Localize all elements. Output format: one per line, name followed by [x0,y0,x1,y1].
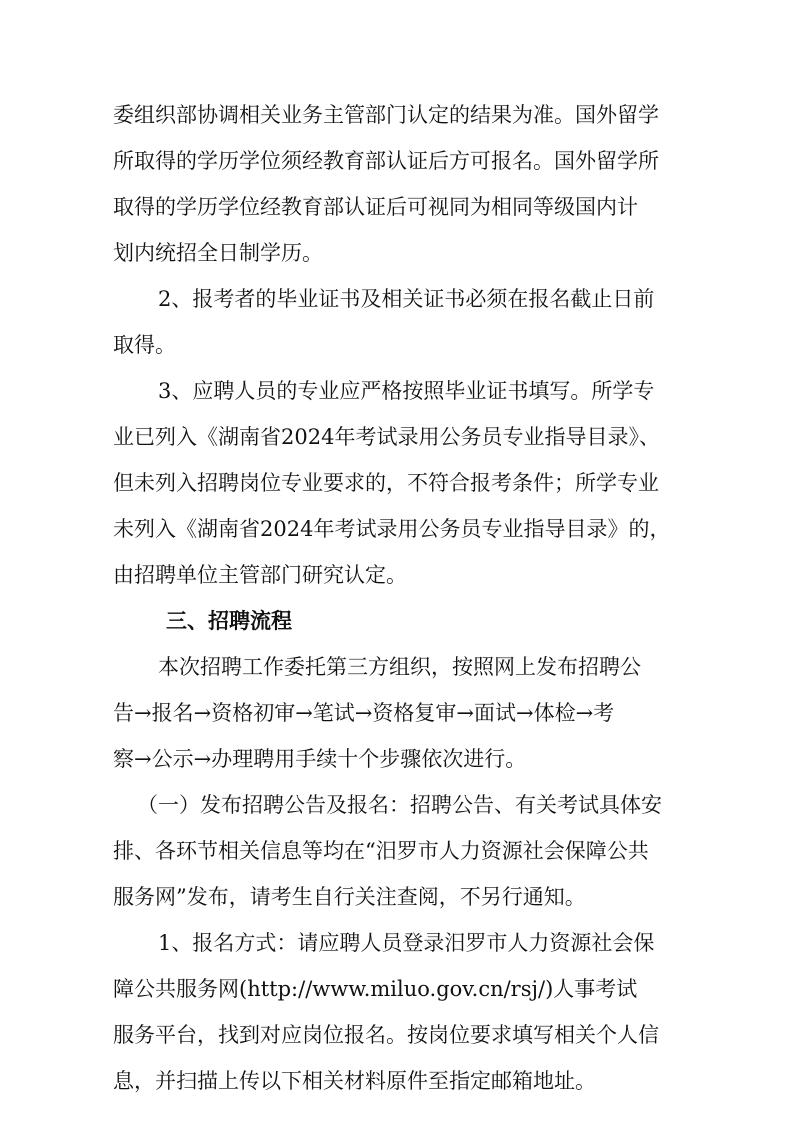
section-heading: 三、招聘流程 [166,609,292,633]
body-line: 业已列入《湖南省2024年考试录用公务员专业指导目录》、 [113,425,660,449]
body-line: 察→公示→办理聘用手续十个步骤依次进行。 [113,747,527,771]
body-line: 3、应聘人员的专业应严格按照毕业证书填写。所学专 [158,379,655,403]
body-line: 2、报考者的毕业证书及相关证书必须在报名截止日前 [158,287,655,311]
body-line: 委组织部协调相关业务主管部门认定的结果为准。国外留学 [113,103,659,127]
body-line: 取得。 [113,333,176,357]
body-line: 服务平台，找到对应岗位报名。按岗位要求填写相关个人信 [113,1023,659,1047]
body-line: 所取得的学历学位须经教育部认证后方可报名。国外留学所 [113,149,659,173]
body-line: 排、各环节相关信息等均在“汨罗市人力资源社会保障公共 [113,839,649,863]
body-line: （一）发布招聘公告及报名：招聘公告、有关考试具体安 [137,793,662,817]
body-line: 障公共服务网(http://www.miluo.gov.cn/rsj/)人事考试 [113,977,638,1001]
body-line: 由招聘单位主管部门研究认定。 [113,563,407,587]
body-line: 但未列入招聘岗位专业要求的，不符合报考条件；所学专业 [113,471,659,495]
body-line: 告→报名→资格初审→笔试→资格复审→面试→体检→考 [113,701,615,725]
body-line: 1、报名方式：请应聘人员登录汨罗市人力资源社会保 [158,931,655,955]
body-line: 服务网”发布，请考生自行关注查阅，不另行通知。 [113,885,586,909]
body-line: 本次招聘工作委托第三方组织，按照网上发布招聘公 [158,655,641,679]
body-line: 取得的学历学位经教育部认证后可视同为相同等级国内计 [113,195,638,219]
body-line: 划内统招全日制学历。 [113,241,323,265]
body-line: 未列入《湖南省2024年考试录用公务员专业指导目录》的， [113,517,671,541]
body-line: 息，并扫描上传以下相关材料原件至指定邮箱地址。 [113,1069,596,1093]
